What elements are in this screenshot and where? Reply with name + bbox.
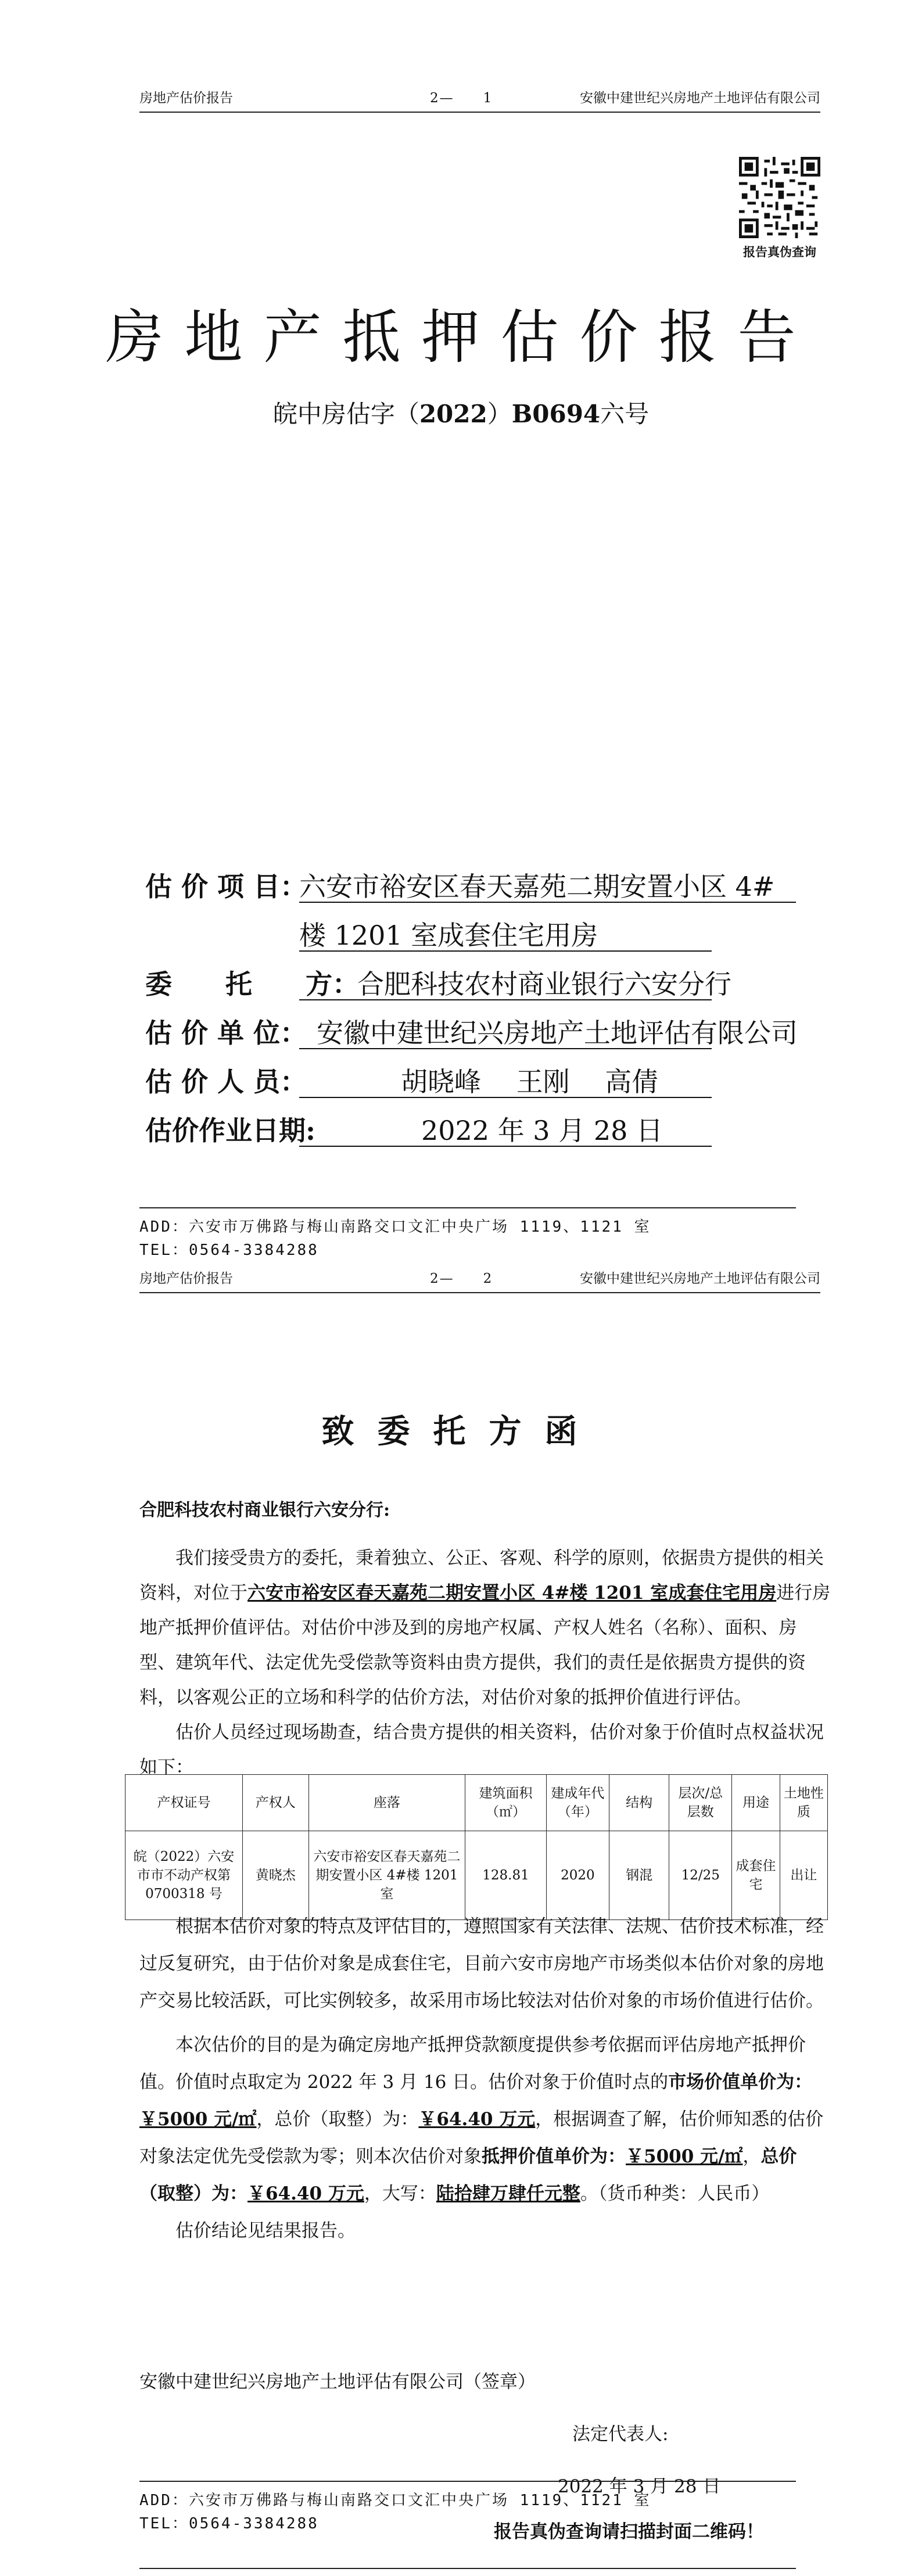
table-row [125,1831,828,1920]
col-header: 结构 [609,1775,669,1831]
project-label: 估 价 项 目： [145,871,307,902]
property-table [125,1774,828,1920]
cell-floor: 12/25 [669,1831,732,1920]
doc-number-year: 2022 [419,400,487,428]
market-total-price: ￥64.40 万元 [418,2109,536,2130]
mortgage-total-label: 总价（取整）为： [139,2146,797,2204]
info-row-date [145,1110,796,1158]
doc-number-mid: ） [487,400,512,428]
col-header: 建筑面积（㎡） [465,1775,547,1831]
para4-text-a: 本次估价的目的是为确定房地产抵押贷款额度提供参考依据而评估房地产抵押价值。价值时点取定为 2022 年 3 月 16 日。估价对象于价值时点的 [139,2035,806,2093]
doc-number-code: B0694 [511,400,601,428]
cell-year: 2020 [546,1831,609,1920]
unit-value: 安徽中建世纪兴房地产土地评估有限公司 [317,1017,798,1049]
cell-area: 128.81 [465,1831,547,1920]
letter-body [139,1908,831,2249]
header-left: 房地产估价报告 [139,91,233,106]
header-company: 安徽中建世纪兴房地产土地评估有限公司 [580,91,820,106]
letter-title: 致委托方函 [321,1412,601,1451]
info-row-unit [145,1012,796,1061]
unit-label: 估 价 单 位： [145,1017,307,1049]
cell-usage: 成套住宅 [732,1831,780,1920]
signing-date: 2022 年 3 月 28 日 [558,2476,721,2497]
property-location: 六安市裕安区春天嘉苑二期安置小区 4#楼 1201 室成套住宅用房 [247,1583,777,1603]
col-header: 用途 [732,1775,780,1831]
header-company: 安徽中建世纪兴房地产土地评估有限公司 [580,1271,820,1286]
project-value-line1: 六安市裕安区春天嘉苑二期安置小区 4# [299,871,775,902]
amount-in-words: 陆拾肆万肆仟元整 [436,2183,580,2204]
para4-text-n: 。（货币种类：人民币） [580,2183,770,2204]
col-header: 建成年代（年） [546,1775,609,1831]
market-unit-label: 市场价值单价为： [668,2072,813,2093]
info-row-client [145,963,796,1012]
client-value: 合肥科技农村商业银行六安分行 [357,968,731,1000]
verify-note: 报告真伪查询请扫描封面二维码！ [494,2521,764,2542]
staff-label: 估 价 人 员： [145,1066,307,1097]
cover-page [0,0,922,1269]
salutation: 合肥科技农村商业银行六安分行: [139,1500,390,1520]
client-label: 委 托 方： [145,968,359,1000]
para4-text-d: ，总价（取整）为： [256,2109,419,2130]
info-row-project [145,866,796,914]
page-footer-2 [139,2481,796,2535]
para4-text-f: ，根据调查了解，估价师知悉的估价对象法定优先受偿款为零；则本次估价对象 [139,2109,824,2167]
header-page-number: 2— 1 [430,91,493,106]
paragraph-5: 估价结论见结果报告。 [175,2220,356,2241]
cell-structure: 钢混 [609,1831,669,1920]
cell-owner: 黄晓杰 [243,1831,309,1920]
col-header: 产权人 [243,1775,309,1831]
footer-address: ADD：六安市万佛路与梅山南路交口文汇中央广场 1119、1121 室 [139,1218,651,1236]
project-value-line2: 楼 1201 室成套住宅用房 [299,920,598,951]
para4-text-l: ，大写： [364,2183,436,2204]
staff-value: 胡晓峰 王刚 高倩 [401,1066,659,1097]
paragraph-4 [139,2026,831,2212]
col-header: 土地性质 [780,1775,827,1831]
mortgage-unit-price: ￥5000 元/㎡ [626,2146,743,2167]
table-header-row [125,1775,828,1831]
date-label: 估价作业日期: [145,1115,315,1146]
footer-tel: TEL：0564-3384288 [139,2515,319,2532]
paragraph-2: 估价人员经过现场勘查，结合贵方提供的相关资料，估价对象于价值时点权益状况如下： [139,1722,824,1778]
page-header [139,86,820,113]
letter-intro [139,1541,831,1785]
page-header [139,1267,820,1293]
doc-number-suffix: 六号 [600,400,650,428]
qr-caption: 报告真伪查询 [743,245,816,259]
qr-code-block[interactable] [739,157,820,260]
letter-page [0,1269,922,2542]
page-footer [139,1207,796,1262]
cell-cert-no: 皖（2022）六安市市不动产权第 0700318 号 [125,1831,243,1920]
para1-text-a: 我们接受贵方的委托，秉着独立、公正、客观、科学的原则，依据贵方提供的相关资料，对位于 [139,1548,824,1603]
cell-land: 出让 [780,1831,827,1920]
doc-number-prefix: 皖中房估字（ [272,400,419,428]
legal-representative: 法定代表人: [572,2424,669,2445]
para1-text-c: 进行房地产抵押价值评估。对估价中涉及到的房地产权属、产权人姓名（名称）、面积、房型、建筑年代、法定优先受偿款等资料由贵方提供，我们的责任是依据贵方提供的资料，以客观公正的立场和科学的估价方法，对估价对象的抵押价值进行评估。 [139,1583,831,1708]
signing-company: 安徽中建世纪兴房地产土地评估有限公司（签章） [139,2372,536,2392]
footer-address: ADD：六安市万佛路与梅山南路交口文汇中央广场 1119、1121 室 [139,2492,651,2509]
cell-location: 六安市裕安区春天嘉苑二期安置小区 4#楼 1201 室 [308,1831,465,1920]
col-header: 座落 [308,1775,465,1831]
market-unit-price: ￥5000 元/㎡ [139,2109,257,2130]
document-number [0,395,922,430]
page-footer [139,2568,796,2576]
header-page-number: 2— 2 [430,1271,493,1286]
header-left: 房地产估价报告 [139,1271,233,1286]
paragraph-1 [139,1541,831,1715]
footer-tel: TEL：0564-3384288 [139,1242,319,1259]
paragraph-3: 根据本估价对象的特点及评估目的，遵照国家有关法律、法规、估价技术标准，经过反复研究，由于估价对象是成套住宅，目前六安市房地产市场类似本估价对象的房地产交易比较活跃，可比实例较多，故采用市场比较法对估价对象的市场价值进行估价。 [139,1916,824,2011]
date-value: 2022 年 3 月 28 日 [421,1115,663,1146]
info-row-project-cont [145,914,796,963]
qr-code-icon[interactable] [739,157,820,238]
mortgage-unit-label: 抵押价值单价为： [482,2146,626,2167]
cover-info [145,866,796,1158]
mortgage-total-price: ￥64.40 万元 [247,2183,364,2204]
col-header: 产权证号 [125,1775,243,1831]
info-row-staff [145,1061,796,1110]
para4-text-i: ， [742,2146,761,2167]
report-title: 房地产抵押估价报告 [105,303,817,371]
col-header: 层次/总层数 [669,1775,732,1831]
